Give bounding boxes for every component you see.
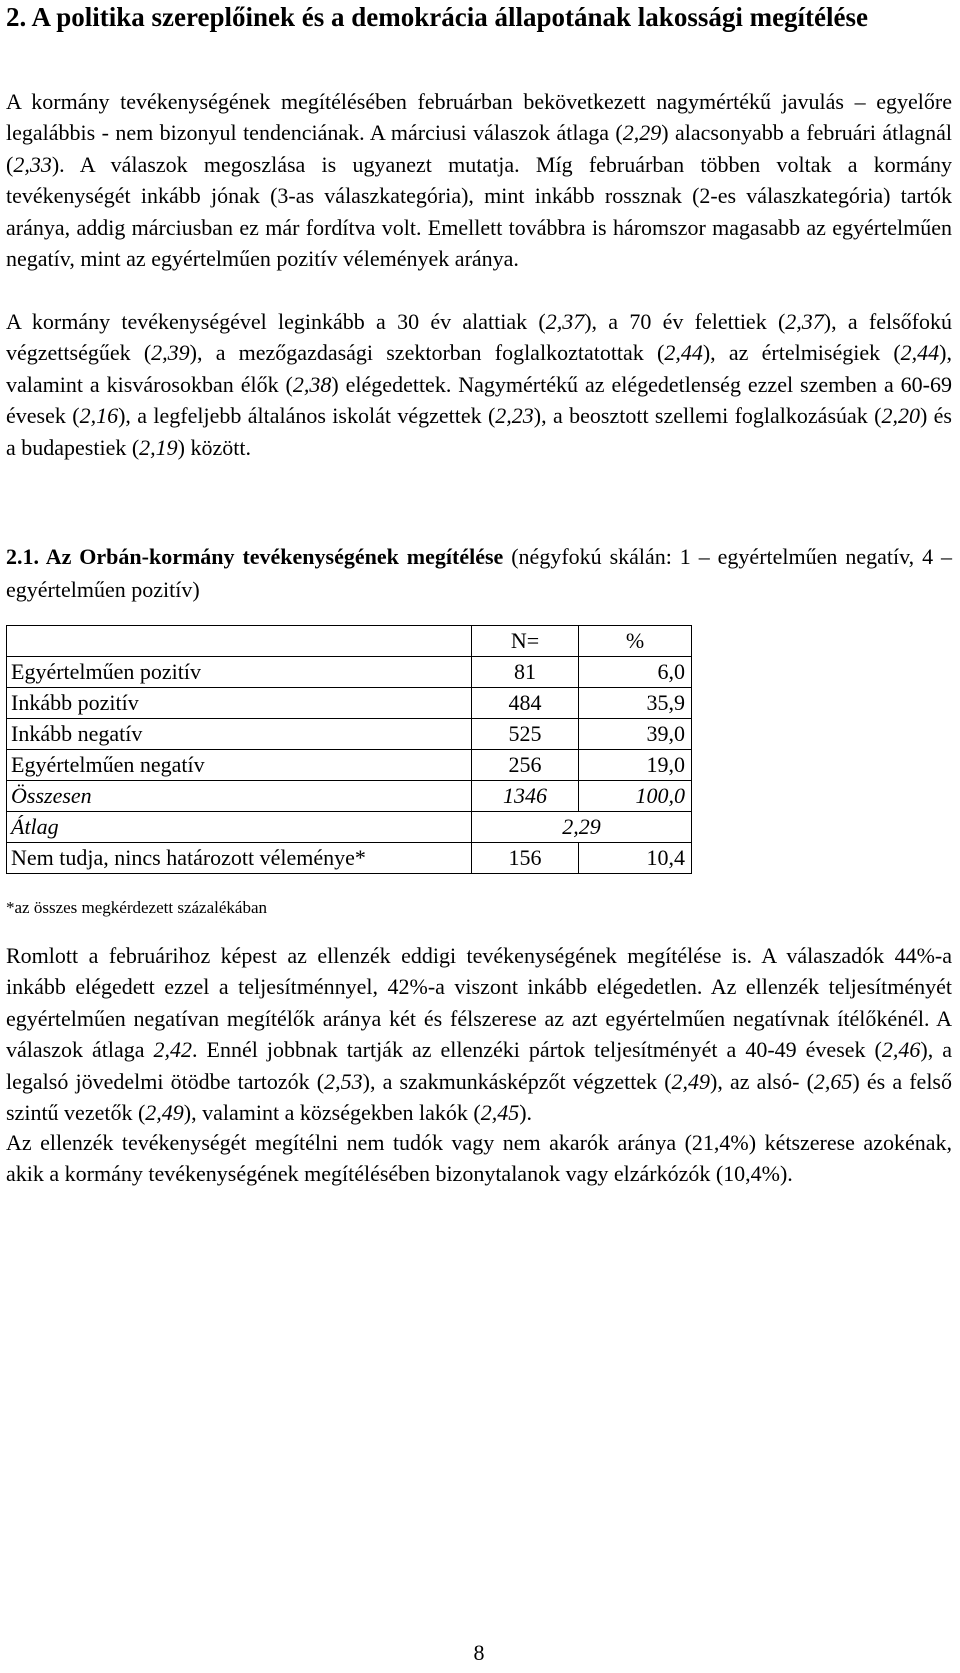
average-label: Átlag (7, 812, 472, 843)
row-n: 525 (472, 719, 579, 750)
table-footnote: *az összes megkérdezett százalékában (6, 898, 267, 917)
paragraph-opposition-assessment (6, 940, 952, 1128)
subsection-scale-note: (négyfokú skálán: 1 – egyértelműen negatív, 4 – egyértelműen pozitív) (6, 544, 952, 602)
average-value: 2,29 (472, 812, 692, 843)
text-run: ) és a felső szintű vezetők ( (6, 1068, 952, 1126)
text-run: ), a szakmunkásképzőt végzettek ( (362, 1068, 672, 1094)
table-average-row (7, 812, 692, 843)
text-run: . Ennél jobbnak tartják az ellenzéki pártok teljesítményét a 40-49 évesek ( (192, 1037, 882, 1063)
row-percent: 35,9 (579, 688, 692, 719)
table-row (7, 657, 692, 688)
italic-value: 2,46 (881, 1037, 921, 1063)
table-total-row (7, 781, 692, 812)
italic-value: 2,44 (664, 340, 703, 366)
row-label: Egyértelműen pozitív (7, 657, 472, 688)
text-run: ) és a budapestiek ( (6, 403, 952, 460)
dontknow-n: 156 (472, 843, 579, 874)
header-percent-cell: % (579, 626, 692, 657)
paragraph-demographic-satisfaction (6, 306, 952, 463)
italic-value: 2,49 (671, 1068, 711, 1094)
dontknow-percent: 10,4 (579, 843, 692, 874)
row-label: Inkább pozitív (7, 688, 472, 719)
row-percent: 6,0 (579, 657, 692, 688)
italic-value: 2,37 (545, 309, 585, 334)
italic-value: 2,65 (813, 1068, 853, 1094)
italic-value: 2,16 (79, 403, 119, 429)
text-run: ). A válaszok megoszlása is ugyanezt mutatja. Míg februárban többen voltak a kormány tevékenységét inkább jónak (3-as válaszkategória), mint inkább rossznak (2-es válaszkategória) tartók aránya, addig márciusban ez már fordítva volt. Emellett továbbra is háromszor magasabb az egyértelműen negatív, mint az egyértelműen pozitív vélemények aránya. (6, 151, 952, 272)
text-run: ), a mezőgazdasági szektorban foglalkoztatottak ( (189, 340, 665, 366)
row-percent: 39,0 (579, 719, 692, 750)
paragraph-government-assessment (6, 86, 952, 274)
italic-value: 2,53 (324, 1068, 363, 1094)
italic-value: 2,20 (881, 403, 920, 429)
text-run: ), valamint a kisvárosokban élők ( (6, 340, 952, 397)
section-title: 2. A politika szereplőinek és a demokrácia állapotának lakossági megítélése (6, 2, 869, 32)
text-run: ) elégedettek. Nagymértékű az elégedetlenség ezzel szemben a 60-69 évesek ( (6, 371, 952, 429)
table-row (7, 719, 692, 750)
text-run: ), a legfeljebb általános iskolát végzettek ( (118, 403, 496, 429)
table-dontknow-row (7, 843, 692, 874)
text-run: ), a 70 év felettiek ( (584, 309, 786, 334)
header-n-cell: N= (472, 626, 579, 657)
italic-value: 2,19 (139, 434, 178, 460)
text-run: ), a felsőfokú végzettségűek ( (6, 309, 953, 366)
text-run: Az ellenzék tevékenységét megítélni nem tudók vagy nem akarók aránya (21,4%) kétszerese azokénak, akik a kormány tevékenységének megítélésében bizonytalanok vagy elzárkózók (10,4%). (6, 1130, 952, 1187)
italic-value: 2,42 (153, 1037, 193, 1063)
italic-value: 2,39 (151, 340, 190, 366)
page-number: 8 (473, 1640, 485, 1665)
total-label: Összesen (7, 781, 472, 812)
italic-value: 2,49 (145, 1100, 184, 1126)
italic-value: 2,45 (480, 1100, 520, 1126)
text-run: A kormány tevékenységének megítélésében februárban bekövetkezett nagymértékű javulás – egyelőre legalábbis - nem bizonyul tendenciának. A márciusi válaszok átlaga ( (6, 89, 952, 146)
subsection-title: 2.1. Az Orbán-kormány tevékenységének megítélése (6, 544, 504, 569)
total-percent: 100,0 (579, 781, 692, 812)
text-run: A kormány tevékenységével leginkább a 30 év alattiak ( (6, 309, 546, 334)
total-n: 1346 (472, 781, 579, 812)
text-run: ), az alsó- ( (710, 1068, 814, 1094)
italic-value: 2,44 (900, 340, 940, 366)
row-n: 81 (472, 657, 579, 688)
row-n: 484 (472, 688, 579, 719)
row-percent: 19,0 (579, 750, 692, 781)
header-label-cell (7, 626, 472, 657)
table-row (7, 750, 692, 781)
italic-value: 2,38 (292, 371, 332, 397)
text-run: ) között. (177, 434, 251, 460)
italic-value: 2,23 (495, 403, 534, 429)
row-n: 256 (472, 750, 579, 781)
table-header-row (7, 626, 692, 657)
text-run: Romlott a februárihoz képest az ellenzék eddigi tevékenységének megítélése is. A válaszadók 44%-a inkább elégedett ezzel a teljesítménnyel, 42%-a viszont inkább elégedetlen. Az ellenzék teljesítményét egyértelműen negatívan megítélők aránya két és félszerese az azt egyértelműen negatívnak ítélőkénél. A válaszok átlaga (6, 943, 952, 1063)
text-run: ) alacsonyabb a februári átlagnál ( (6, 120, 952, 177)
dontknow-label: Nem tudja, nincs határozott véleménye* (7, 843, 472, 874)
italic-value: 2,33 (13, 151, 52, 177)
text-run: ), valamint a községekben lakók ( (183, 1100, 481, 1126)
row-label: Egyértelműen negatív (7, 750, 472, 781)
italic-value: 2,29 (622, 120, 662, 146)
text-run: ), az értelmiségiek ( (702, 340, 901, 366)
text-run: ). (519, 1100, 533, 1126)
subsection-heading (6, 540, 952, 606)
table-row (7, 688, 692, 719)
paragraph-opposition-uncertainty (6, 1127, 952, 1190)
text-run: ), a legalsó jövedelmi ötödbe tartozók ( (6, 1037, 952, 1094)
row-label: Inkább negatív (7, 719, 472, 750)
italic-value: 2,37 (785, 309, 824, 334)
government-assessment-table (6, 625, 692, 874)
text-run: ), a beosztott szellemi foglalkozásúak ( (533, 403, 882, 429)
